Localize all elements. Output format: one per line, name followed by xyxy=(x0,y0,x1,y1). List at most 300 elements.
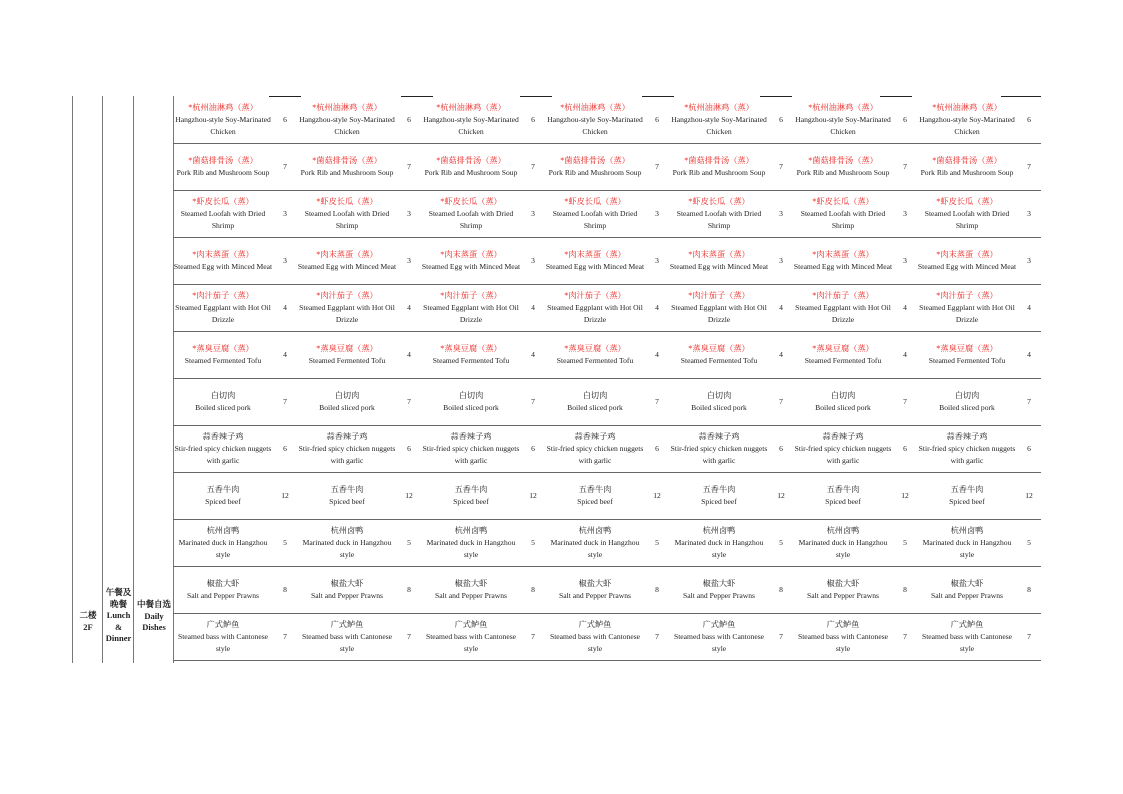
dish-price: 5 xyxy=(521,520,545,567)
dish-name-cn: *虾皮长瓜（蒸） xyxy=(688,197,750,206)
dish-name-cn: 蒜香辣子鸡 xyxy=(946,432,988,441)
dish-price: 7 xyxy=(397,379,421,426)
dish-name-en: Spiced beef xyxy=(577,497,613,506)
dish-name-en: Boiled sliced pork xyxy=(319,403,375,412)
dish-name-en: Steamed Egg with Minced Meat xyxy=(545,262,645,271)
meal-label-line: Lunch xyxy=(106,610,131,620)
dish-name-en: Boiled sliced pork xyxy=(195,403,251,412)
dish-name-cn: *肉汁茄子（蒸） xyxy=(936,291,998,300)
dish-price: 7 xyxy=(645,379,669,426)
dish-cell xyxy=(669,520,769,567)
dish-name-en: Spiced beef xyxy=(949,497,985,506)
dish-name-en: Steamed Eggplant with Hot Oil Drizzle xyxy=(299,303,395,324)
dish-name-cn: 蒜香辣子鸡 xyxy=(698,432,740,441)
dish-name-en: Steamed Eggplant with Hot Oil Drizzle xyxy=(795,303,891,324)
dish-name-cn: 椒盐大虾 xyxy=(206,579,240,588)
dish-price: 8 xyxy=(893,567,917,614)
dish-name-cn: *虾皮长瓜（蒸） xyxy=(812,197,874,206)
dish-name-en: Steamed Loofah with Dried Shrimp xyxy=(676,209,762,230)
floor-label-cn: 二楼 xyxy=(79,610,97,620)
dish-price: 3 xyxy=(893,238,917,285)
dish-name-en: Spiced beef xyxy=(205,497,241,506)
dish-cell xyxy=(545,520,645,567)
dish-cell xyxy=(297,379,397,426)
dish-price: 6 xyxy=(645,426,669,473)
dish-name-en: Hangzhou-style Soy-Marinated Chicken xyxy=(175,115,271,136)
dish-name-en: Steamed bass with Cantonese style xyxy=(301,632,393,653)
dish-cell xyxy=(793,567,893,614)
dish-name-en: Pork Rib and Mushroom Soup xyxy=(176,168,270,177)
column-border xyxy=(133,96,134,663)
dish-name-cn: 杭州卤鸭 xyxy=(578,526,612,535)
dish-price: 12 xyxy=(893,473,917,520)
dish-name-cn: 杭州卤鸭 xyxy=(826,526,860,535)
dish-name-cn: 五香牛肉 xyxy=(702,485,736,494)
dish-name-en: Pork Rib and Mushroom Soup xyxy=(424,168,518,177)
dish-cell xyxy=(173,238,273,285)
dish-name-cn: *杭州油淋鸡（蒸） xyxy=(808,103,878,112)
dish-name-cn: *虾皮长瓜（蒸） xyxy=(936,197,998,206)
dish-name-cn: *肉末蒸蛋（蒸） xyxy=(316,250,378,259)
meal-label-line: Dinner xyxy=(105,633,132,643)
dish-name-cn: *肉末蒸蛋（蒸） xyxy=(688,250,750,259)
dish-name-en: Steamed Fermented Tofu xyxy=(184,356,262,365)
dish-name-en: Steamed Fermented Tofu xyxy=(680,356,758,365)
dish-price: 4 xyxy=(521,285,545,332)
dish-name-cn: 椒盐大虾 xyxy=(826,579,860,588)
dish-price: 12 xyxy=(397,473,421,520)
dish-name-cn: *杭州油淋鸡（蒸） xyxy=(312,103,382,112)
dish-name-en: Salt and Pepper Prawns xyxy=(435,591,507,600)
column-border xyxy=(102,96,103,663)
dish-cell xyxy=(297,614,397,661)
dish-cell xyxy=(793,238,893,285)
dish-name-cn: *菌菇排骨汤（蒸） xyxy=(560,156,630,165)
dish-cell xyxy=(545,567,645,614)
dish-name-cn: *蒸臭豆腐（蒸） xyxy=(812,344,874,353)
dish-name-en: Hangzhou-style Soy-Marinated Chicken xyxy=(671,115,767,136)
dish-name-en: Steamed Fermented Tofu xyxy=(308,356,386,365)
dish-name-en: Steamed Eggplant with Hot Oil Drizzle xyxy=(423,303,519,324)
dish-name-cn: 白切肉 xyxy=(582,391,608,400)
dish-name-cn: 白切肉 xyxy=(706,391,732,400)
dish-price: 7 xyxy=(893,379,917,426)
dish-price: 4 xyxy=(769,285,793,332)
dish-cell xyxy=(917,473,1017,520)
dish-cell xyxy=(297,191,397,238)
dish-cell xyxy=(545,238,645,285)
meal-label-line: & xyxy=(114,621,123,632)
dish-price: 3 xyxy=(521,238,545,285)
dish-name-cn: 蒜香辣子鸡 xyxy=(202,432,244,441)
dish-price: 7 xyxy=(893,144,917,191)
dish-name-en: Salt and Pepper Prawns xyxy=(311,591,383,600)
dish-cell xyxy=(421,332,521,379)
category-label-line: Dishes xyxy=(142,622,166,632)
dish-price: 5 xyxy=(893,520,917,567)
dish-name-en: Stir-fried spicy chicken nuggets with garlic xyxy=(670,444,768,465)
dish-name-cn: 椒盐大虾 xyxy=(702,579,736,588)
dish-name-en: Steamed Egg with Minced Meat xyxy=(917,262,1017,271)
dish-name-cn: 蒜香辣子鸡 xyxy=(574,432,616,441)
dish-name-cn: 杭州卤鸭 xyxy=(206,526,240,535)
dish-price: 5 xyxy=(769,520,793,567)
dish-cell xyxy=(421,473,521,520)
dish-name-en: Stir-fried spicy chicken nuggets with garlic xyxy=(298,444,396,465)
dish-price: 7 xyxy=(521,379,545,426)
dish-name-cn: 五香牛肉 xyxy=(454,485,488,494)
dish-price: 3 xyxy=(397,238,421,285)
dish-name-en: Steamed Fermented Tofu xyxy=(432,356,510,365)
dish-price: 6 xyxy=(893,426,917,473)
dish-name-cn: 蒜香辣子鸡 xyxy=(822,432,864,441)
dish-cell xyxy=(297,97,397,144)
dish-name-en: Pork Rib and Mushroom Soup xyxy=(672,168,766,177)
dish-cell xyxy=(421,567,521,614)
dish-price: 7 xyxy=(273,144,297,191)
dish-price: 7 xyxy=(769,614,793,661)
dish-cell xyxy=(793,379,893,426)
dish-cell xyxy=(173,520,273,567)
dish-price: 12 xyxy=(769,473,793,520)
table-row xyxy=(173,332,1041,379)
dish-price: 12 xyxy=(1017,473,1041,520)
dish-cell xyxy=(793,285,893,332)
dish-name-cn: *菌菇排骨汤（蒸） xyxy=(436,156,506,165)
dish-name-cn: *菌菇排骨汤（蒸） xyxy=(808,156,878,165)
dish-price: 3 xyxy=(1017,191,1041,238)
dish-name-cn: 椒盐大虾 xyxy=(578,579,612,588)
dish-name-en: Salt and Pepper Prawns xyxy=(559,591,631,600)
dish-cell xyxy=(669,379,769,426)
dish-price: 12 xyxy=(273,473,297,520)
dish-cell xyxy=(669,614,769,661)
dish-cell xyxy=(793,97,893,144)
dish-cell xyxy=(173,567,273,614)
dish-price: 3 xyxy=(273,238,297,285)
dish-price: 7 xyxy=(273,379,297,426)
dish-price: 7 xyxy=(1017,379,1041,426)
dish-cell xyxy=(421,144,521,191)
dish-name-cn: 椒盐大虾 xyxy=(950,579,984,588)
dish-name-en: Steamed Eggplant with Hot Oil Drizzle xyxy=(671,303,767,324)
dish-name-cn: *肉末蒸蛋（蒸） xyxy=(192,250,254,259)
dish-cell xyxy=(545,379,645,426)
dish-cell xyxy=(421,520,521,567)
dish-name-cn: 杭州卤鸭 xyxy=(950,526,984,535)
dish-cell xyxy=(297,332,397,379)
dish-name-cn: 广式鲈鱼 xyxy=(702,620,736,629)
dish-cell xyxy=(545,426,645,473)
dish-name-cn: 广式鲈鱼 xyxy=(578,620,612,629)
dish-name-en: Hangzhou-style Soy-Marinated Chicken xyxy=(299,115,395,136)
dish-cell xyxy=(669,144,769,191)
dish-name-cn: 五香牛肉 xyxy=(206,485,240,494)
dish-price: 8 xyxy=(1017,567,1041,614)
dish-name-en: Marinated duck in Hangzhou style xyxy=(178,538,268,559)
dish-cell xyxy=(917,97,1017,144)
dish-name-cn: 广式鲈鱼 xyxy=(454,620,488,629)
dish-name-cn: 五香牛肉 xyxy=(578,485,612,494)
dish-cell xyxy=(297,567,397,614)
dish-cell xyxy=(173,332,273,379)
dish-name-en: Stir-fried spicy chicken nuggets with garlic xyxy=(546,444,644,465)
dish-name-cn: *菌菇排骨汤（蒸） xyxy=(312,156,382,165)
dish-price: 3 xyxy=(645,238,669,285)
dish-price: 7 xyxy=(521,614,545,661)
dish-name-cn: 杭州卤鸭 xyxy=(454,526,488,535)
dish-cell xyxy=(917,191,1017,238)
dish-cell xyxy=(421,97,521,144)
dish-cell xyxy=(917,285,1017,332)
table-row xyxy=(173,567,1041,614)
dish-price: 4 xyxy=(273,332,297,379)
dish-name-cn: *杭州油淋鸡（蒸） xyxy=(436,103,506,112)
dish-name-cn: *杭州油淋鸡（蒸） xyxy=(932,103,1002,112)
dish-name-en: Stir-fried spicy chicken nuggets with garlic xyxy=(174,444,272,465)
dish-cell xyxy=(173,379,273,426)
dish-name-en: Spiced beef xyxy=(825,497,861,506)
dish-cell xyxy=(297,238,397,285)
meal-label-line: 晚餐 xyxy=(109,598,127,609)
dish-price: 4 xyxy=(645,285,669,332)
dish-cell xyxy=(421,379,521,426)
dish-name-cn: 广式鲈鱼 xyxy=(950,620,984,629)
dish-price: 7 xyxy=(645,144,669,191)
dish-name-cn: 蒜香辣子鸡 xyxy=(326,432,368,441)
dish-name-en: Steamed Eggplant with Hot Oil Drizzle xyxy=(175,303,271,324)
dish-name-en: Boiled sliced pork xyxy=(939,403,995,412)
dish-name-en: Salt and Pepper Prawns xyxy=(807,591,879,600)
dish-cell xyxy=(793,614,893,661)
dish-name-en: Steamed Loofah with Dried Shrimp xyxy=(924,209,1010,230)
dish-cell xyxy=(793,144,893,191)
dish-name-cn: *肉汁茄子（蒸） xyxy=(316,291,378,300)
dish-price: 4 xyxy=(521,332,545,379)
dish-name-en: Steamed bass with Cantonese style xyxy=(425,632,517,653)
dish-name-en: Steamed Loofah with Dried Shrimp xyxy=(800,209,886,230)
dish-name-en: Boiled sliced pork xyxy=(567,403,623,412)
dish-name-en: Pork Rib and Mushroom Soup xyxy=(300,168,394,177)
table-row xyxy=(173,520,1041,567)
dish-name-en: Salt and Pepper Prawns xyxy=(683,591,755,600)
dish-name-en: Salt and Pepper Prawns xyxy=(931,591,1003,600)
dish-price: 4 xyxy=(769,332,793,379)
meal-label xyxy=(103,587,134,645)
dish-cell xyxy=(793,332,893,379)
dish-name-cn: 广式鲈鱼 xyxy=(206,620,240,629)
dish-price: 3 xyxy=(1017,238,1041,285)
dish-price: 4 xyxy=(893,332,917,379)
dish-name-cn: *蒸臭豆腐（蒸） xyxy=(440,344,502,353)
dish-name-cn: *菌菇排骨汤（蒸） xyxy=(188,156,258,165)
dish-price: 7 xyxy=(893,614,917,661)
dish-cell xyxy=(917,379,1017,426)
dish-price: 3 xyxy=(273,191,297,238)
dish-name-en: Marinated duck in Hangzhou style xyxy=(302,538,392,559)
dish-name-cn: *虾皮长瓜（蒸） xyxy=(564,197,626,206)
dish-name-cn: *蒸臭豆腐（蒸） xyxy=(688,344,750,353)
dish-cell xyxy=(173,473,273,520)
category-label xyxy=(134,599,174,634)
dish-price: 7 xyxy=(769,144,793,191)
dish-cell xyxy=(669,473,769,520)
dish-name-cn: 五香牛肉 xyxy=(950,485,984,494)
dish-cell xyxy=(917,426,1017,473)
dish-name-en: Hangzhou-style Soy-Marinated Chicken xyxy=(919,115,1015,136)
dish-price: 6 xyxy=(1017,97,1041,144)
dish-cell xyxy=(917,614,1017,661)
dish-cell xyxy=(173,191,273,238)
dish-price: 4 xyxy=(1017,332,1041,379)
dish-name-en: Stir-fried spicy chicken nuggets with garlic xyxy=(918,444,1016,465)
dish-name-en: Pork Rib and Mushroom Soup xyxy=(796,168,890,177)
dish-price: 4 xyxy=(397,332,421,379)
dish-cell xyxy=(297,285,397,332)
dish-cell xyxy=(669,97,769,144)
dish-cell xyxy=(173,144,273,191)
dish-name-cn: 白切肉 xyxy=(458,391,484,400)
dish-name-en: Steamed bass with Cantonese style xyxy=(797,632,889,653)
dish-name-cn: *肉汁茄子（蒸） xyxy=(192,291,254,300)
dish-name-cn: *肉汁茄子（蒸） xyxy=(812,291,874,300)
category-label-line: Daily xyxy=(144,610,164,621)
dish-cell xyxy=(545,285,645,332)
dish-price: 7 xyxy=(397,614,421,661)
dish-cell xyxy=(917,567,1017,614)
dish-cell xyxy=(545,97,645,144)
dish-name-cn: *蒸臭豆腐（蒸） xyxy=(564,344,626,353)
dish-name-cn: 五香牛肉 xyxy=(826,485,860,494)
dish-name-cn: *肉末蒸蛋（蒸） xyxy=(564,250,626,259)
dish-cell xyxy=(173,614,273,661)
dish-cell xyxy=(545,614,645,661)
dish-name-en: Spiced beef xyxy=(453,497,489,506)
dish-name-en: Steamed bass with Cantonese style xyxy=(921,632,1013,653)
dish-price: 8 xyxy=(273,567,297,614)
dish-price: 6 xyxy=(273,426,297,473)
dish-name-en: Stir-fried spicy chicken nuggets with garlic xyxy=(794,444,892,465)
dish-name-en: Steamed Eggplant with Hot Oil Drizzle xyxy=(919,303,1015,324)
dish-name-cn: *蒸臭豆腐（蒸） xyxy=(192,344,254,353)
dish-name-en: Steamed bass with Cantonese style xyxy=(177,632,269,653)
dish-name-en: Steamed Fermented Tofu xyxy=(556,356,634,365)
dish-name-cn: *肉汁茄子（蒸） xyxy=(564,291,626,300)
dish-name-cn: 椒盐大虾 xyxy=(454,579,488,588)
dish-name-cn: *菌菇排骨汤（蒸） xyxy=(684,156,754,165)
dish-cell xyxy=(421,426,521,473)
dish-name-en: Steamed bass with Cantonese style xyxy=(673,632,765,653)
dish-name-en: Steamed Egg with Minced Meat xyxy=(669,262,769,271)
dish-cell xyxy=(545,191,645,238)
dish-cell xyxy=(917,332,1017,379)
dish-cell xyxy=(297,473,397,520)
dish-name-en: Boiled sliced pork xyxy=(815,403,871,412)
dish-price: 6 xyxy=(769,426,793,473)
dish-price: 8 xyxy=(645,567,669,614)
dish-name-en: Steamed Egg with Minced Meat xyxy=(173,262,273,271)
dish-price: 7 xyxy=(397,144,421,191)
table-row xyxy=(173,191,1041,238)
dish-name-cn: 广式鲈鱼 xyxy=(330,620,364,629)
dish-name-en: Stir-fried spicy chicken nuggets with garlic xyxy=(422,444,520,465)
dish-price: 6 xyxy=(521,97,545,144)
dish-price: 6 xyxy=(397,426,421,473)
dish-cell xyxy=(421,285,521,332)
dish-price: 7 xyxy=(521,144,545,191)
dish-name-cn: *虾皮长瓜（蒸） xyxy=(192,197,254,206)
table-row xyxy=(173,473,1041,520)
table-row xyxy=(173,614,1041,661)
dish-cell xyxy=(669,285,769,332)
dish-cell xyxy=(421,238,521,285)
dish-name-en: Steamed Loofah with Dried Shrimp xyxy=(180,209,266,230)
dish-price: 4 xyxy=(273,285,297,332)
dish-price: 6 xyxy=(1017,426,1041,473)
category-label-line: 中餐自选 xyxy=(136,599,171,609)
dish-name-cn: *杭州油淋鸡（蒸） xyxy=(684,103,754,112)
daily-dishes-table xyxy=(173,97,1041,661)
dish-name-en: Boiled sliced pork xyxy=(691,403,747,412)
dish-name-en: Spiced beef xyxy=(329,497,365,506)
dish-cell xyxy=(793,473,893,520)
dish-name-cn: 白切肉 xyxy=(830,391,856,400)
table-row xyxy=(173,97,1041,144)
dish-name-en: Pork Rib and Mushroom Soup xyxy=(548,168,642,177)
dish-name-en: Steamed Eggplant with Hot Oil Drizzle xyxy=(547,303,643,324)
table-row xyxy=(173,238,1041,285)
dish-price: 4 xyxy=(645,332,669,379)
dish-name-cn: *杭州油淋鸡（蒸） xyxy=(188,103,258,112)
table-row xyxy=(173,379,1041,426)
dish-name-en: Marinated duck in Hangzhou style xyxy=(674,538,764,559)
table-row xyxy=(173,426,1041,473)
dish-name-cn: 广式鲈鱼 xyxy=(826,620,860,629)
dish-name-en: Marinated duck in Hangzhou style xyxy=(798,538,888,559)
dish-name-cn: 五香牛肉 xyxy=(330,485,364,494)
dish-cell xyxy=(669,238,769,285)
dish-name-en: Marinated duck in Hangzhou style xyxy=(426,538,516,559)
dish-cell xyxy=(669,332,769,379)
dish-name-cn: *蒸臭豆腐（蒸） xyxy=(936,344,998,353)
dish-name-cn: 蒜香辣子鸡 xyxy=(450,432,492,441)
dish-name-en: Hangzhou-style Soy-Marinated Chicken xyxy=(795,115,891,136)
dish-price: 6 xyxy=(521,426,545,473)
dish-price: 8 xyxy=(521,567,545,614)
dish-name-cn: *肉末蒸蛋（蒸） xyxy=(936,250,998,259)
dish-price: 7 xyxy=(645,614,669,661)
dish-cell xyxy=(545,473,645,520)
dish-price: 3 xyxy=(521,191,545,238)
dish-name-cn: *蒸臭豆腐（蒸） xyxy=(316,344,378,353)
dish-name-cn: 白切肉 xyxy=(334,391,360,400)
dish-price: 3 xyxy=(645,191,669,238)
dish-name-cn: 椒盐大虾 xyxy=(330,579,364,588)
dish-cell xyxy=(297,144,397,191)
dish-price: 6 xyxy=(645,97,669,144)
dish-price: 12 xyxy=(521,473,545,520)
dish-cell xyxy=(669,191,769,238)
dish-price: 5 xyxy=(645,520,669,567)
floor-label xyxy=(74,610,102,633)
table-row xyxy=(173,144,1041,191)
dish-price: 7 xyxy=(769,379,793,426)
dish-name-cn: *肉末蒸蛋（蒸） xyxy=(812,250,874,259)
dish-cell xyxy=(297,426,397,473)
dish-price: 4 xyxy=(893,285,917,332)
dish-name-cn: *菌菇排骨汤（蒸） xyxy=(932,156,1002,165)
dish-cell xyxy=(173,426,273,473)
